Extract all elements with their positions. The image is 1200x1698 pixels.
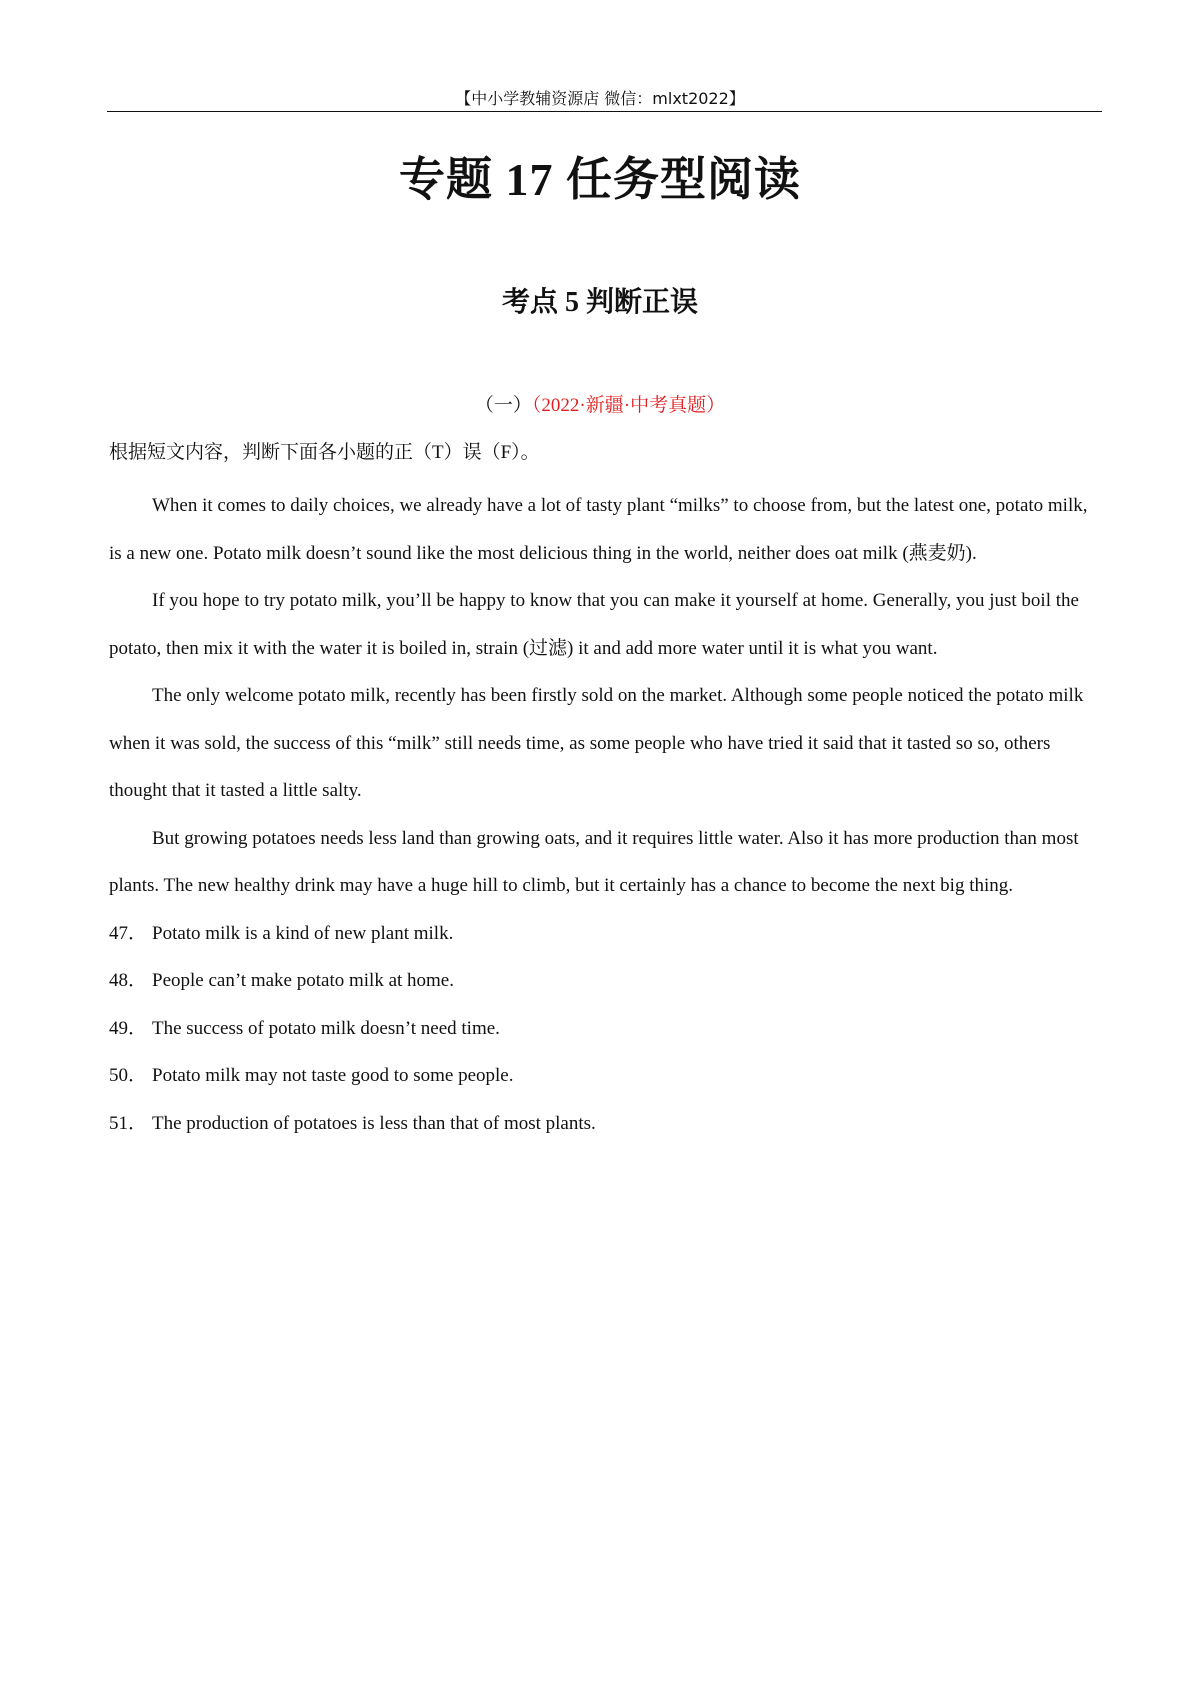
question-number: 48．	[109, 970, 148, 991]
header-rule	[107, 111, 1102, 112]
question-50	[109, 1052, 1099, 1100]
question-text: The production of potatoes is less than that of most plants.	[152, 1112, 596, 1134]
paragraph-3: The only welcome potato milk, recently has been firstly sold on the market. Although some people noticed the potato milk when it was sold, the success of this “milk” still needs time, as some people who have tried it said that it tasted so so, others thought that it tasted a little salty.	[109, 685, 1084, 801]
paragraph-1: When it comes to daily choices, we already have a lot of tasty plant “milks” to choose from, but the latest one, potato milk, is a new one. Potato milk doesn’t sound like the most delicious thing in the world, neither does oat milk (燕麦奶).	[109, 495, 1088, 564]
question-51	[109, 1100, 1099, 1148]
source-prefix: （一）	[474, 395, 532, 416]
question-number: 47．	[109, 922, 148, 944]
question-number: 50．	[109, 1065, 148, 1086]
page-title: 专题 17 任务型阅读	[399, 154, 801, 205]
question-number: 51．	[109, 1112, 148, 1134]
instruction: 根据短文内容，判断下面各小题的正（T）误（F）。	[109, 442, 540, 463]
question-text: The success of potato milk doesn’t need time.	[152, 1017, 500, 1039]
question-text: Potato milk is a kind of new plant milk.	[152, 922, 454, 944]
content	[109, 434, 1099, 1147]
page-header: 【中小学教辅资源店 微信：mlxt2022】	[455, 89, 745, 108]
question-49	[109, 1005, 1099, 1053]
question-48	[109, 957, 1099, 1005]
question-number: 49．	[109, 1017, 148, 1039]
paragraph-4: But growing potatoes needs less land than growing oats, and it requires little water. Also it has more production than most plants. The new healthy drink may have a huge hill to climb, but it certainly has a chance to become the next big thing.	[109, 827, 1079, 896]
section-subtitle: 考点 5 判断正误	[501, 287, 698, 318]
question-text: People can’t make potato milk at home.	[152, 970, 454, 991]
source-label: （2022·新疆·中考真题）	[531, 395, 726, 416]
question-text: Potato milk may not taste good to some people.	[152, 1065, 514, 1086]
paragraph-2: If you hope to try potato milk, you’ll be happy to know that you can make it yourself at home. Generally, you just boil the potato, then mix it with the water it is boiled in, strain (过滤) it and add more water until it is what you want.	[109, 590, 1079, 659]
source-line	[0, 390, 1200, 417]
question-47	[109, 910, 1099, 958]
